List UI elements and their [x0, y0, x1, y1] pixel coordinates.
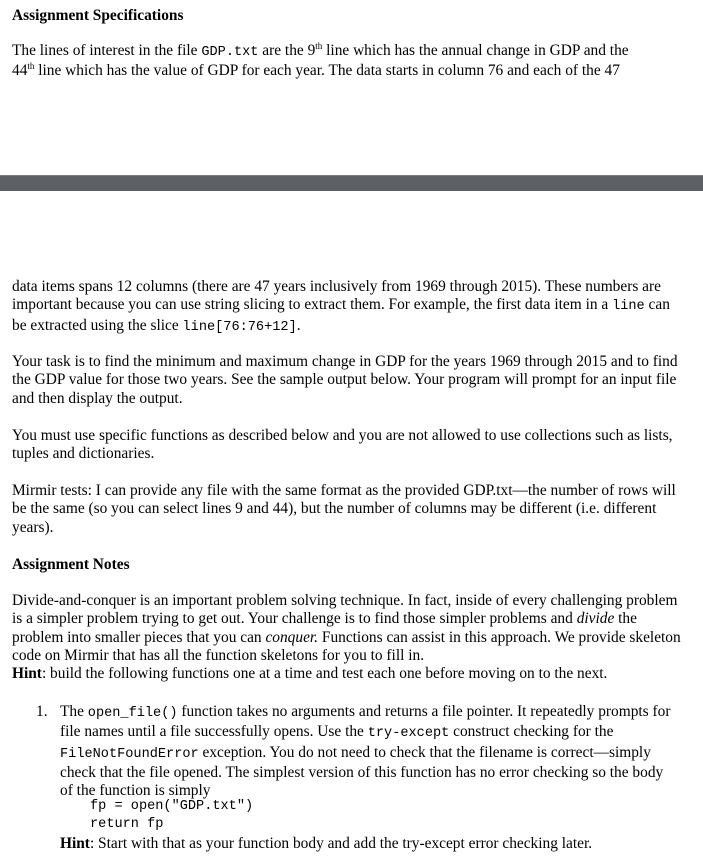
hint-label: Hint — [60, 835, 90, 852]
list-item-number: 1. — [36, 703, 48, 720]
paragraph-mirmir-tests: Mirmir tests: I can provide any file with the same format as the provided GDP.txt—the number of rows will be the same (so you can select lines 9 and 44), but the number of columns may be different (i.e. different years). — [12, 482, 676, 536]
paragraph-divide-conquer — [12, 592, 684, 683]
inline-code-filename: GDP.txt — [201, 45, 259, 60]
page-divider-bar — [0, 175, 703, 191]
paragraph-functions-rule: You must use specific functions as described below and you are not allowed to use collections such as lists, tuples and dictionaries. — [12, 427, 673, 463]
text: Divide-and-conquer is an important problem solving technique. In fact, inside of every challenging problem is a simpler problem trying to get out. Your challenge is to find those simpler problems and — [12, 592, 678, 628]
inline-code-slice: line[76:76+12] — [182, 319, 297, 335]
text: are the 9 — [258, 42, 316, 59]
superscript: th — [27, 61, 35, 72]
text: . — [296, 316, 301, 334]
inline-code-exception: FileNotFoundError — [60, 746, 199, 762]
text: data items spans 12 columns (there are 47 years inclusively from 1969 through 2015). These numbers are important because you can use string slicing to extract them. For example, the first data item in a — [12, 278, 661, 314]
emphasis-divide: divide — [576, 610, 615, 628]
text: 44 — [12, 62, 28, 80]
hint-label: Hint — [12, 665, 42, 683]
paragraph-data-items — [12, 278, 684, 337]
text: function takes no arguments and returns a file pointer. It repeatedly prompts for file names until a file successfully opens. Use the — [60, 703, 671, 741]
list-item-open-file — [60, 703, 676, 800]
text: The — [60, 703, 88, 720]
hint-text: : build the following functions one at a time and test each one before moving on to the next. — [41, 665, 608, 683]
superscript: th — [315, 40, 323, 51]
text: line which has the annual change in GDP and the — [322, 42, 629, 59]
paragraph-intro — [12, 42, 684, 81]
text: line which has the value of GDP for each year. The data starts in column 76 and each of the 47 — [34, 62, 620, 80]
text: construct checking for the — [449, 723, 614, 741]
code-line-open: fp = open("GDP.txt") — [90, 799, 254, 814]
text: Functions can assist in this approach. We provide skeleton code on Mirmir that has all the function skeletons for you to fill in. — [12, 628, 681, 664]
paragraph-task: Your task is to find the minimum and maximum change in GDP for the years 1969 through 2015 and to find the GDP value for those two years. See the sample output below. Your program will prompt for an input file and then display the output. — [12, 353, 678, 407]
inline-code-line: line — [612, 299, 645, 315]
text: exception. You do not need to check that the filename is correct—simply check that the file opened. The simplest version of this function has no error checking so the body of the function is simply — [60, 743, 664, 800]
section-heading-notes: Assignment Notes — [12, 556, 130, 573]
text: The lines of interest in the file — [12, 42, 202, 59]
hint-text: : Start with that as your function body and add the try-except error checking later. — [89, 835, 593, 852]
text: can be extracted using the slice — [12, 296, 670, 334]
text: the problem into smaller pieces that you can — [12, 610, 637, 646]
list-item-hint — [60, 835, 592, 853]
code-line-return: return fp — [90, 817, 164, 832]
inline-code-open-file: open_file() — [87, 706, 178, 721]
emphasis-conquer: conquer. — [265, 628, 319, 646]
section-heading-specifications: Assignment Specifications — [12, 7, 184, 24]
inline-code-try-except: try-except — [367, 726, 450, 742]
